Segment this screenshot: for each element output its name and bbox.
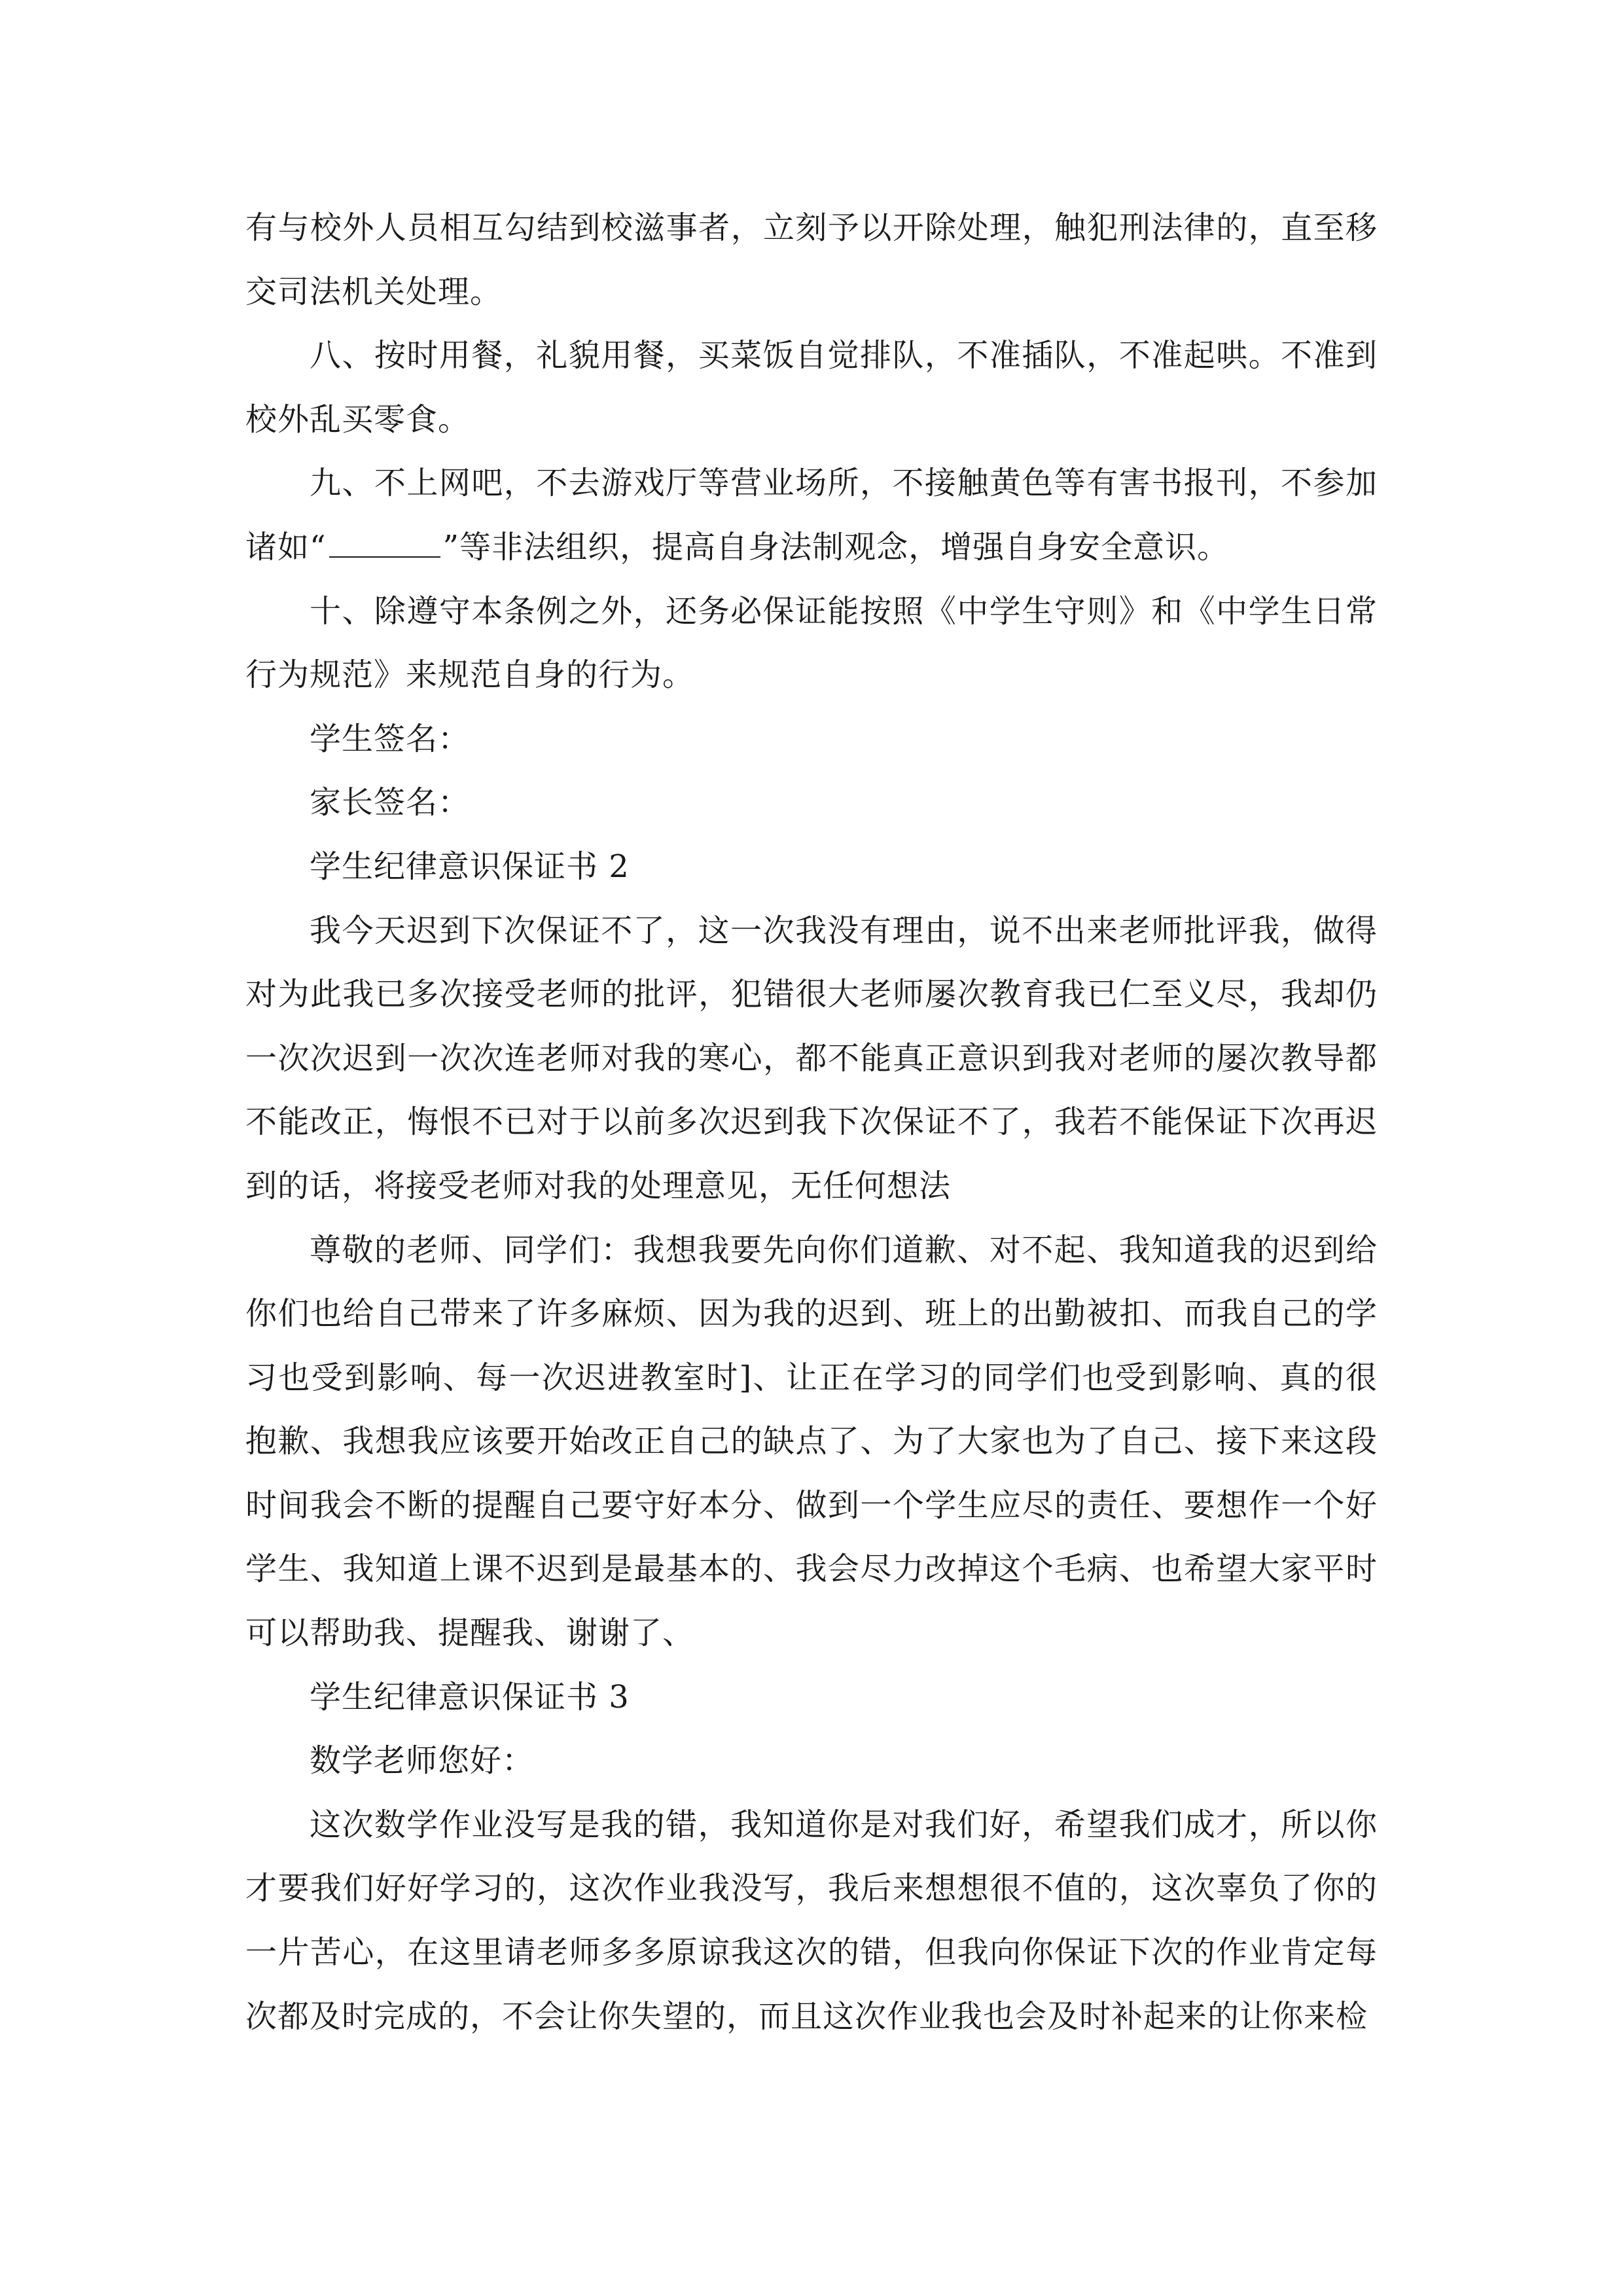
parent-signature-line: 家长签名： <box>310 784 471 821</box>
rule-9-text-after: ”等非法组织，提高自身法制观念，增强自身安全意识。 <box>442 528 1230 565</box>
paragraph-lateness-pledge: 我今天迟到下次保证不了，这一次我没有理由，说不出来老师批评我，做得对为此我已多次接受老师的批评，犯错很大老师屡次教育我已仁至义尽，我却仍一次次迟到一次次连老师对我的寒心，都不能真正意识到我对老师的屡次教导都不能改正，悔恨不已对于以前多次迟到我下次保证不了，我若不能保证下次再迟到的话，将接受老师对我的处理意见，无任何想法 <box>245 912 1378 1204</box>
paragraph-expulsion: 有与校外人员相互勾结到校滋事者，立刻予以开除处理，触犯刑法律的，直至移交司法机关处理。 <box>245 209 1378 310</box>
document-body <box>245 196 1378 2049</box>
fill-in-blank <box>329 530 440 558</box>
paragraph-rule-9 <box>245 452 1378 579</box>
rule-9-text-before: 九、不上网吧，不去游戏厅等营业场所，不接触黄色等有害书报刊，不参加诸如“ <box>245 465 1378 565</box>
paragraph-apology: 尊敬的老师、同学们：我想我要先向你们道歉、对不起、我知道我的迟到给你们也给自己带来了许多麻烦、因为我的迟到、班上的出勤被扣、而我自己的学习也受到影响、每一次迟进教室时]、让正在学习的同学们也受到影响、真的很抱歉、我想我应该要开始改正自己的缺点了、为了大家也为了自己、接下来这段时间我会不断的提醒自己要守好本分、做到一个学生应尽的责任、要想作一个好学生、我知道上课不迟到是最基本的、我会尽力改掉这个毛病、也希望大家平时可以帮助我、提醒我、谢谢了、 <box>245 1231 1378 1652</box>
paragraph-rule-10: 十、除遵守本条例之外，还务必保证能按照《中学生守则》和《中学生日常行为规范》来规范自身的行为。 <box>245 592 1378 694</box>
paragraph-homework-apology: 这次数学作业没写是我的错，我知道你是对我们好，希望我们成才，所以你才要我们好好学习的，这次作业我没写，我后来想想很不值的，这次辜负了你的一片苦心，在这里请老师多多原谅我这次的错，但我向你保证下次的作业肯定每次都及时完成的，不会让你失望的，而且这次作业我也会及时补起来的让你来检 <box>245 1806 1378 2035</box>
section-heading-2: 学生纪律意识保证书 2 <box>310 848 630 885</box>
letter-greeting: 数学老师您好： <box>310 1742 535 1780</box>
section-heading-3: 学生纪律意识保证书 3 <box>310 1678 630 1715</box>
paragraph-rule-8: 八、按时用餐，礼貌用餐，买菜饭自觉排队，不准插队，不准起哄。不准到校外乱买零食。 <box>245 337 1378 438</box>
student-signature-line: 学生签名： <box>310 720 471 757</box>
